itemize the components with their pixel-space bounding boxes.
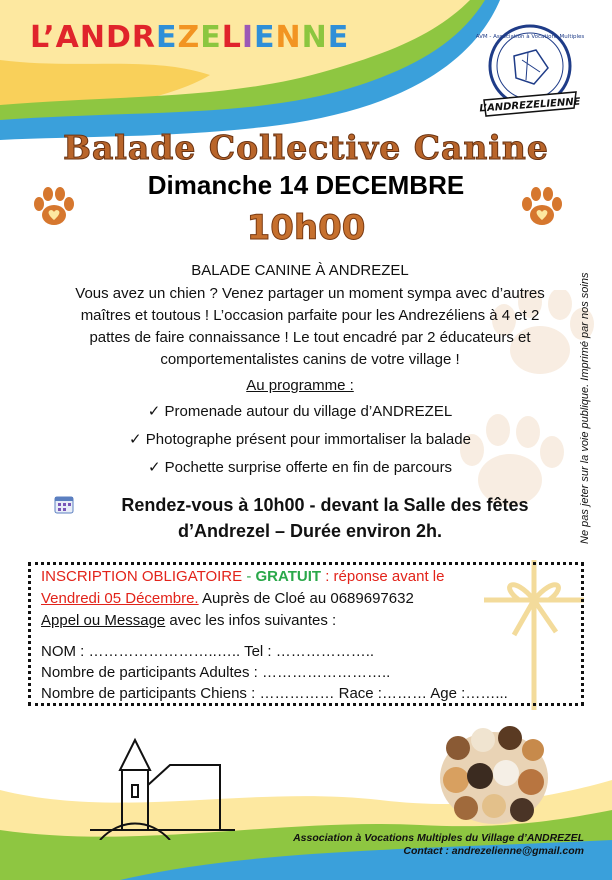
contact-person: Auprès de Cloé au 0689697632 xyxy=(198,590,414,607)
brand-letter: N xyxy=(275,20,302,55)
brand-letter: ANDR xyxy=(55,20,156,55)
logo-ring-text: AVM - Association à Vocations Multiples xyxy=(476,34,584,40)
dogs-group-illustration xyxy=(438,718,550,826)
rendezvous-line: Rendez-vous à 10h00 - devant la Salle des fêtes xyxy=(121,495,529,515)
paw-right-icon xyxy=(518,184,566,232)
field-dogs: Nombre de participants Chiens : …………… Race :……… Age :……... xyxy=(41,685,508,702)
association-logo xyxy=(476,22,584,122)
registration-box xyxy=(28,562,584,706)
brand-letter: L xyxy=(221,20,242,55)
brand-letter: E xyxy=(200,20,222,55)
logo-banner-text: L’ANDREZELIENNE xyxy=(479,96,581,115)
registration-deadline-line xyxy=(41,590,414,607)
free-label: GRATUIT xyxy=(255,568,322,585)
description-line: comportementalistes canins de votre village ! xyxy=(160,351,460,368)
footer xyxy=(200,832,584,858)
church-illustration xyxy=(80,730,240,840)
registration-method-line xyxy=(41,612,336,629)
program-list xyxy=(0,401,600,485)
brand-title xyxy=(30,20,349,55)
paw-left-icon xyxy=(30,184,78,232)
program-title: Au programme : xyxy=(246,377,354,394)
brand-letter: Z xyxy=(177,20,201,55)
side-legal-note xyxy=(574,228,594,548)
deadline-date: Vendredi 05 Décembre. xyxy=(41,590,199,607)
event-title: Balade Collective Canine xyxy=(63,128,549,167)
registration-header xyxy=(41,568,444,585)
footer-contact: Contact : andrezelienne@gmail.com xyxy=(403,845,584,857)
separator: - xyxy=(242,568,256,585)
field-adults: Nombre de participants Adultes : …………………….. xyxy=(41,664,391,681)
event-subtitle: BALADE CANINE À ANDREZEL xyxy=(191,262,409,279)
event-time: 10h00 xyxy=(246,208,366,248)
program-item: ✓ Pochette surprise offerte en fin de parcours xyxy=(147,459,453,476)
event-description xyxy=(30,283,590,371)
method-suffix: avec les infos suivantes : xyxy=(165,612,337,629)
description-line: pattes de faire connaissance ! Le tout encadré par 2 éducateurs et xyxy=(89,329,531,346)
program-item: ✓ Photographe présent pour immortaliser la balade xyxy=(129,431,471,448)
brand-letter: N xyxy=(301,20,328,55)
brand-letter: E xyxy=(155,20,178,55)
description-line: Vous avez un chien ? Venez partager un moment sympa avec d’autres xyxy=(75,285,545,302)
brand-letter: L’ xyxy=(30,20,56,55)
svg-text:Ne pas jeter sur la voie publi: Ne pas jeter sur la voie publique. Imprimé par nos soins xyxy=(579,272,591,544)
rendezvous-info xyxy=(30,492,590,544)
field-name-tel: NOM : ……………………..….. Tel : ……………….. xyxy=(41,643,375,660)
brand-letter: E xyxy=(327,20,350,55)
deadline-prefix: : réponse avant le xyxy=(321,568,445,585)
mandatory-label: INSCRIPTION OBLIGATOIRE xyxy=(41,568,243,585)
program-item: ✓ Promenade autour du village d’ANDREZEL xyxy=(147,403,453,420)
footer-association: Association à Vocations Multiples du Village d’ANDREZEL xyxy=(293,832,584,844)
description-line: maîtres et toutous ! L’occasion parfaite pour les Andrezéliens à 4 et 2 xyxy=(80,307,540,324)
brand-letter: E xyxy=(254,20,276,55)
contact-method: Appel ou Message xyxy=(41,612,166,629)
event-date: Dimanche 14 DECEMBRE xyxy=(147,170,465,200)
brand-letter: I xyxy=(241,20,255,55)
rendezvous-line: d’Andrezel – Durée environ 2h. xyxy=(177,521,443,541)
